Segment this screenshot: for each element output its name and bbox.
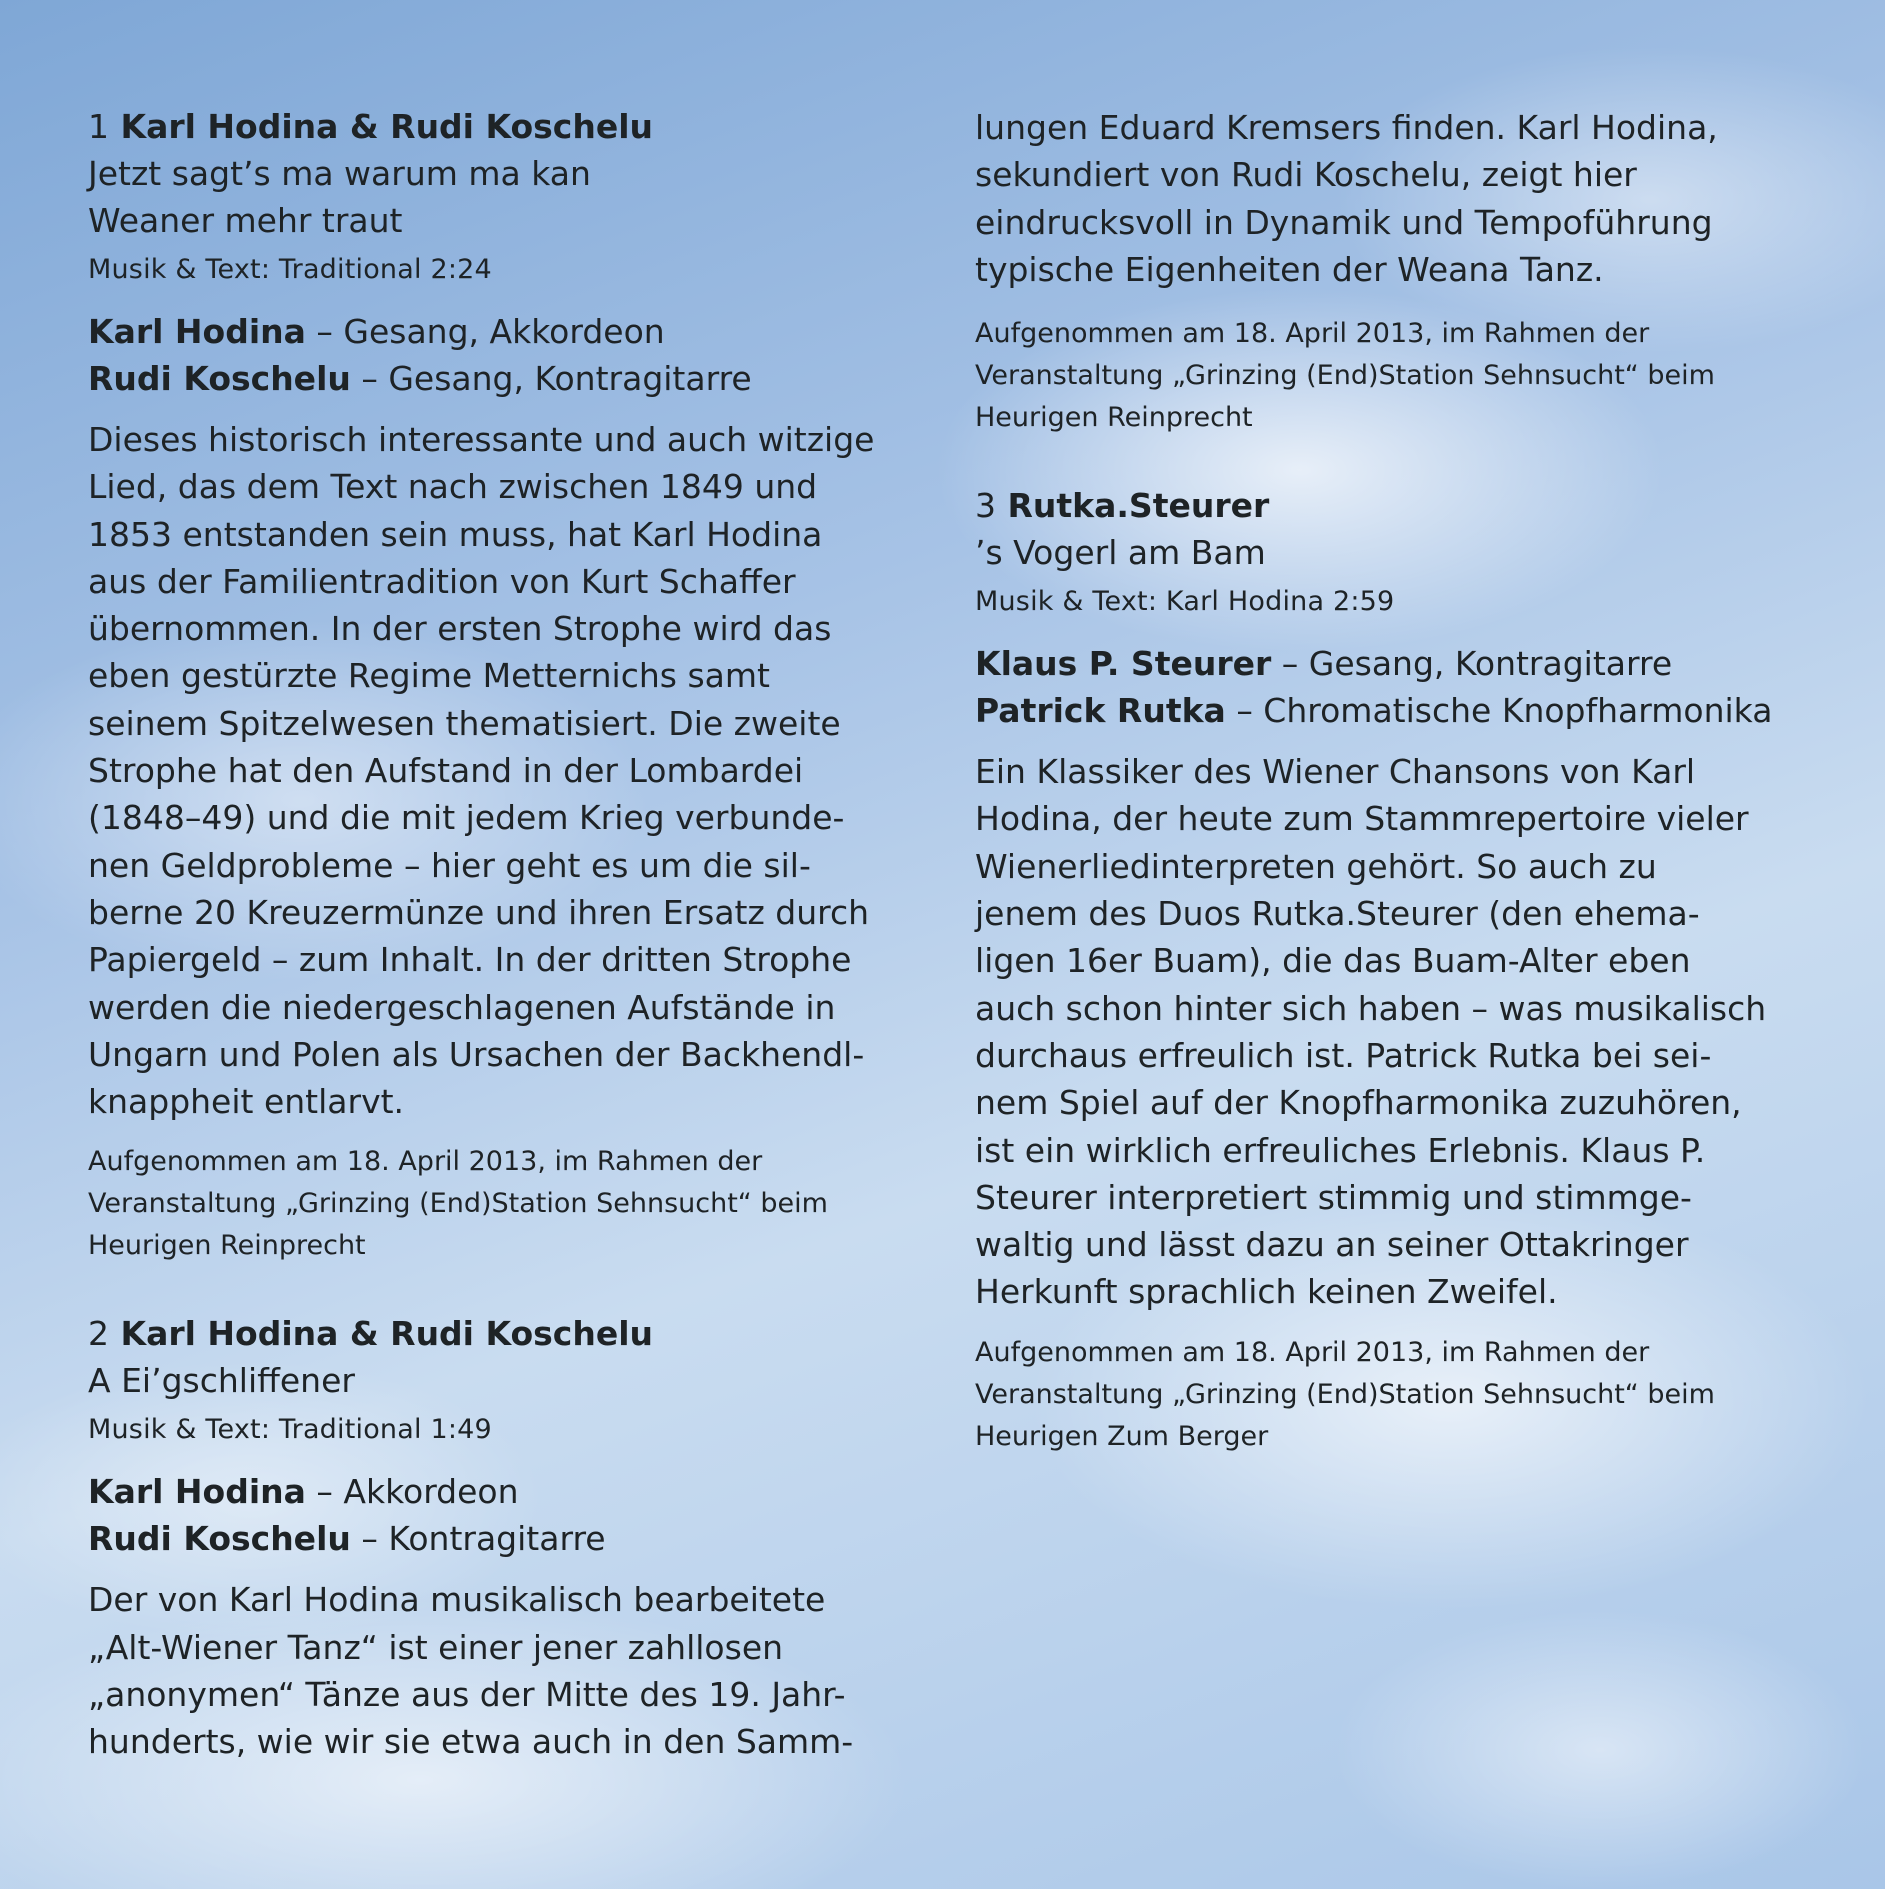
recording-note [88, 1141, 898, 1267]
performer-role: – Gesang, Akkordeon [305, 312, 665, 351]
description-line: typische Eigenheiten der Weana Tanz. [975, 249, 1604, 289]
recording-line: Heurigen Zum Berger [975, 1420, 1269, 1452]
description-line: Ein Klassiker des Wiener Chansons von Karl [975, 752, 1696, 792]
performer-name: Rudi Koschelu [88, 1519, 351, 1559]
track-meta: Musik & Text: Karl Hodina 2:59 [975, 586, 1395, 618]
performer-name: Klaus P. Steurer [975, 644, 1272, 684]
description-line: Wienerliedinterpreten gehört. So auch zu [975, 846, 1657, 886]
track-2 [88, 1311, 898, 1765]
track-title-line: A Ei’gschliffener [88, 1361, 355, 1401]
description-line: „anonymen“ Tänze aus der Mitte des 19. Jahr- [88, 1675, 846, 1715]
track-1 [88, 104, 898, 1267]
performer-name: Rudi Koschelu [88, 359, 351, 398]
track-3 [975, 483, 1785, 1458]
description-line: Dieses historisch interessante und auch witzige [88, 420, 875, 459]
description-line: ist ein wirklich erfreuliches Erlebnis. Klaus P. [975, 1130, 1706, 1170]
description-line: hunderts, wie wir sie etwa auch in den Samm- [88, 1722, 854, 1762]
performer-name: Karl Hodina [88, 312, 306, 351]
track-title-line: Jetzt sagt’s ma warum ma kan [88, 154, 591, 193]
description-line: ligen 16er Buam), die das Buam-Alter eben [975, 941, 1691, 981]
track-artists: Karl Hodina & Rudi Koschelu [120, 1314, 654, 1354]
description-line: übernommen. In der ersten Strophe wird das [88, 609, 832, 649]
recording-line: Heurigen Reinprecht [88, 1230, 366, 1262]
track-3-heading [975, 483, 1785, 529]
description-line: durchaus erfreulich ist. Patrick Rutka bei sei- [975, 1035, 1712, 1075]
track-credits [88, 308, 898, 402]
description-line: berne 20 Kreuzermünze und ihren Ersatz durch [88, 892, 870, 932]
recording-line: Veranstaltung „Grinzing (End)Station Sehnsucht“ beim [975, 1378, 1715, 1410]
track-title-line: Weaner mehr traut [88, 201, 403, 240]
recording-note [975, 1332, 1785, 1458]
description-line: Der von Karl Hodina musikalisch bearbeitete [88, 1580, 826, 1620]
performer-role: – Gesang, Kontragitarre [350, 359, 752, 398]
track-artists: Karl Hodina & Rudi Koschelu [120, 107, 654, 146]
performer-name: Karl Hodina [88, 1472, 306, 1512]
track-title-line: ’s Vogerl am Bam [975, 533, 1266, 573]
description-line: Papiergeld – zum Inhalt. In der dritten Strophe [88, 940, 852, 980]
credit-line [975, 640, 1785, 687]
performer-role: – Akkordeon [305, 1472, 519, 1512]
performer-role: – Chromatische Knopfharmonika [1225, 691, 1773, 731]
description-line: (1848–49) und die mit jedem Krieg verbunde- [88, 798, 845, 838]
description-line: lungen Eduard Kremsers finden. Karl Hodina, [975, 108, 1718, 147]
recording-line: Veranstaltung „Grinzing (End)Station Sehnsucht“ beim [88, 1188, 828, 1220]
description-line: Steurer interpretiert stimmig und stimmge- [975, 1177, 1692, 1217]
right-column [975, 104, 1785, 1458]
track-description-continued [975, 104, 1785, 293]
description-line: eben gestürzte Regime Metternichs samt [88, 656, 770, 696]
recording-line: Veranstaltung „Grinzing (End)Station Sehnsucht“ beim [975, 360, 1715, 392]
description-line: Lied, das dem Text nach zwischen 1849 und [88, 467, 818, 507]
recording-line: Heurigen Reinprecht [975, 402, 1253, 434]
description-line: jenem des Duos Rutka.Steurer (den ehema- [975, 894, 1700, 934]
credit-line [88, 1515, 898, 1562]
description-line: Ungarn und Polen als Ursachen der Backhendl- [88, 1034, 865, 1074]
credit-line [88, 355, 898, 402]
description-line: eindrucksvoll in Dynamik und Tempoführung [975, 202, 1713, 242]
credit-line [88, 308, 898, 355]
description-line: 1853 entstanden sein muss, hat Karl Hodina [88, 514, 823, 554]
description-line: nen Geldprobleme – hier geht es um die sil- [88, 845, 811, 885]
track-2-heading [88, 1311, 898, 1357]
track-meta: Musik & Text: Traditional 1:49 [88, 1414, 492, 1446]
track-description [975, 748, 1785, 1316]
description-line: nem Spiel auf der Knopfharmonika zuzuhören, [975, 1083, 1742, 1123]
credit-line [88, 1468, 898, 1515]
track-number: 3 [975, 486, 996, 526]
track-credits [88, 1468, 898, 1562]
left-column [88, 104, 898, 1766]
description-line: auch schon hinter sich haben – was musikalisch [975, 988, 1767, 1028]
track-artists: Rutka.Steurer [1007, 486, 1270, 526]
description-line: Strophe hat den Aufstand in der Lombardei [88, 751, 804, 791]
recording-note [975, 313, 1785, 439]
description-line: aus der Familientradition von Kurt Schaffer [88, 561, 796, 601]
track-meta: Musik & Text: Traditional 2:24 [88, 254, 492, 285]
track-description [88, 416, 898, 1125]
description-line: waltig und lässt dazu an seiner Ottakringer [975, 1225, 1689, 1265]
track-credits [975, 640, 1785, 734]
description-line: „Alt-Wiener Tanz“ ist einer jener zahllosen [88, 1627, 784, 1667]
performer-name: Patrick Rutka [975, 691, 1226, 731]
description-line: sekundiert von Rudi Koschelu, zeigt hier [975, 155, 1637, 195]
track-description [88, 1576, 898, 1765]
credit-line [975, 687, 1785, 734]
description-line: knappheit entlarvt. [88, 1082, 405, 1122]
track-1-heading [88, 104, 898, 150]
description-line: Herkunft sprachlich keinen Zweifel. [975, 1272, 1558, 1312]
recording-line: Aufgenommen am 18. April 2013, im Rahmen der [975, 1336, 1650, 1368]
recording-line: Aufgenommen am 18. April 2013, im Rahmen der [88, 1146, 763, 1178]
performer-role: – Kontragitarre [350, 1519, 606, 1559]
track-number: 2 [88, 1314, 109, 1354]
description-line: Hodina, der heute zum Stammrepertoire vieler [975, 799, 1749, 839]
description-line: werden die niedergeschlagenen Aufstände in [88, 987, 836, 1027]
recording-line: Aufgenommen am 18. April 2013, im Rahmen der [975, 318, 1650, 350]
performer-role: – Gesang, Kontragitarre [1271, 644, 1673, 684]
track-number: 1 [88, 107, 109, 146]
description-line: seinem Spitzelwesen thematisiert. Die zweite [88, 703, 841, 743]
